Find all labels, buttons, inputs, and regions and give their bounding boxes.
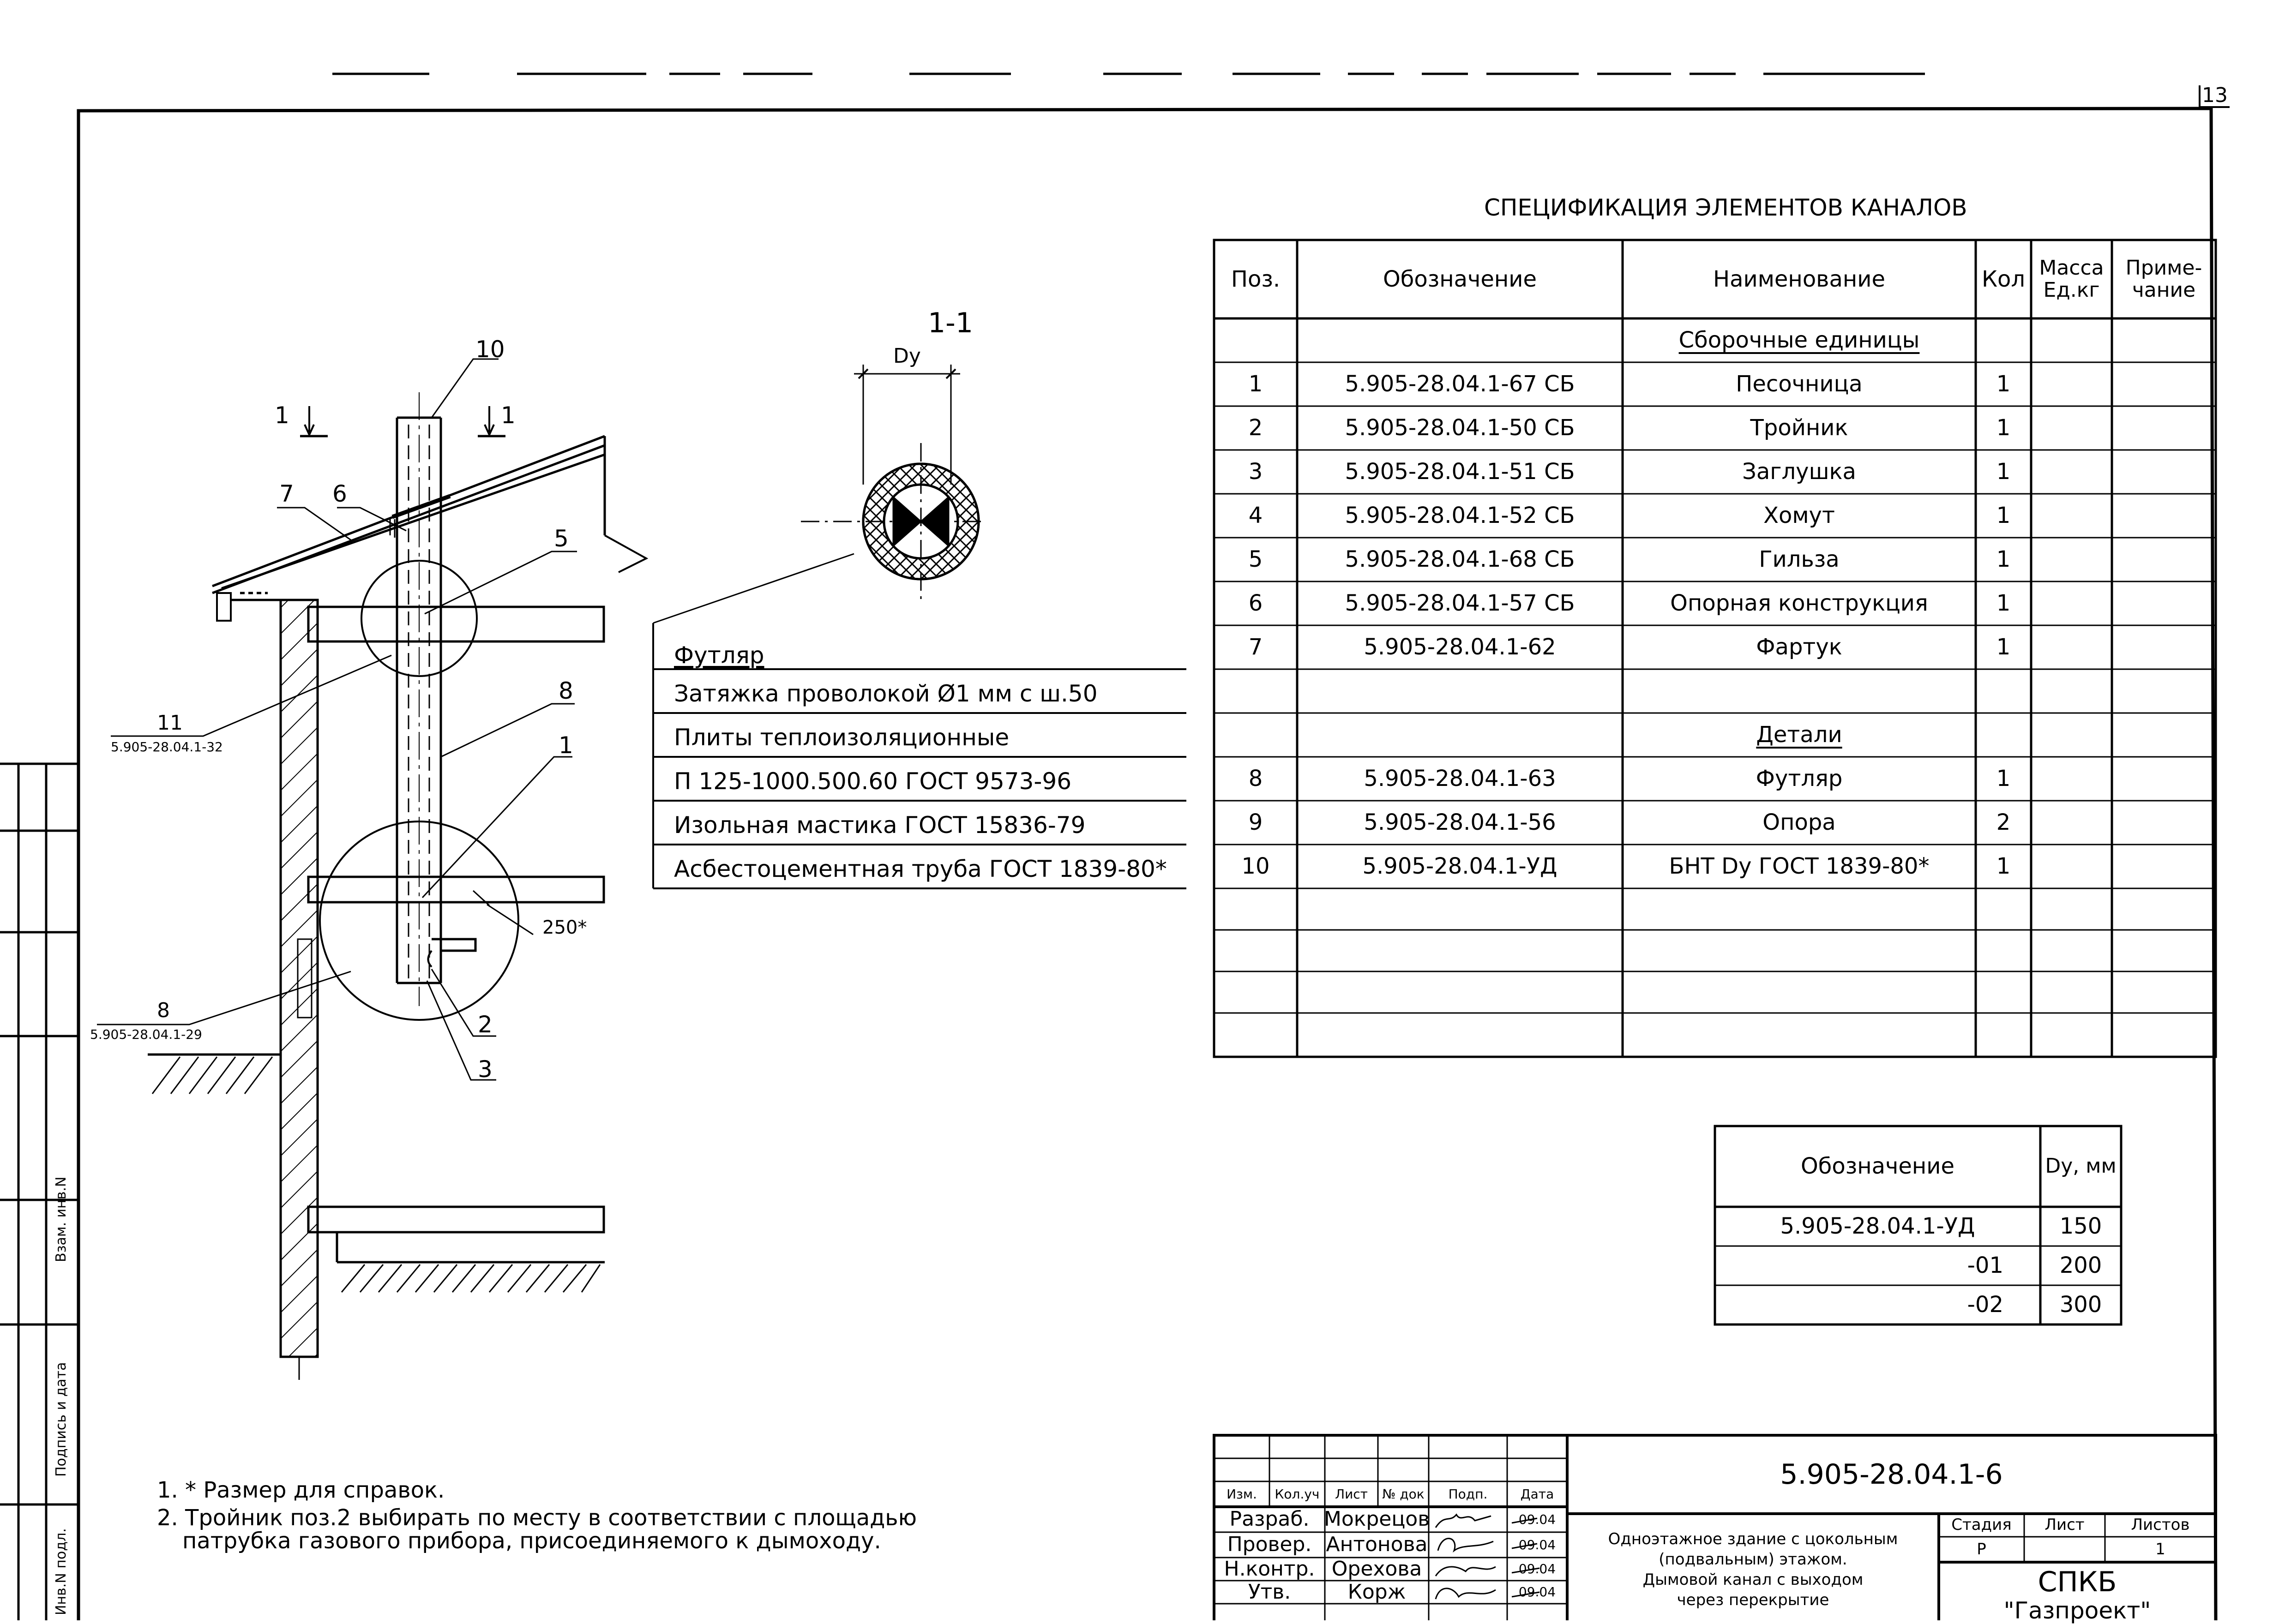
ref2-number: 8 xyxy=(157,999,170,1022)
spec-row-qty: 1 xyxy=(1996,459,2011,485)
spec-row-pos: 6 xyxy=(1248,590,1263,617)
tb-role: Н.контр. xyxy=(1224,1557,1315,1581)
spec-row-qty: 1 xyxy=(1996,853,2011,880)
tb-org-line1: СПКБ xyxy=(2038,1566,2117,1598)
spec-row-qty: 1 xyxy=(1996,371,2011,397)
spec-row-name: БНТ Dy ГОСТ 1839-80* xyxy=(1669,853,1930,880)
note-2: 2. Тройник поз.2 выбирать по месту в соответствии с площадью xyxy=(157,1505,917,1531)
spec-header-qty: Кол xyxy=(1981,266,2026,292)
tb-role: Утв. xyxy=(1248,1580,1291,1604)
tb-sheet-label: Лист xyxy=(2044,1516,2085,1534)
spec-header-note: Приме- чание xyxy=(2125,256,2202,302)
tb-stage-label: Стадия xyxy=(1951,1516,2012,1534)
layer-item: Асбестоцементная труба ГОСТ 1839-80* xyxy=(674,856,1167,882)
callout-3: 3 xyxy=(478,1056,493,1083)
dy-row-value: 200 xyxy=(2059,1252,2102,1279)
dy-row-designation: -02 xyxy=(1967,1292,2003,1318)
tb-role: Провер. xyxy=(1227,1533,1312,1557)
spec-row-name: Песочница xyxy=(1736,371,1863,397)
spec-header-name: Наименование xyxy=(1713,266,1885,292)
section-1-1-drawing xyxy=(653,365,986,623)
dy-row-designation: -01 xyxy=(1967,1252,2003,1279)
note-1: 1. * Размер для справок. xyxy=(157,1477,445,1503)
dy-row-designation: 5.905-28.04.1-УД xyxy=(1780,1213,1975,1240)
spec-row-name: Хомут xyxy=(1763,503,1835,529)
spec-row-designation: 5.905-28.04.1-63 xyxy=(1364,766,1556,792)
section-label: 1-1 xyxy=(928,307,973,339)
spec-row-qty: 1 xyxy=(1996,546,2011,573)
spec-row-qty: 1 xyxy=(1996,503,2011,529)
spec-row-pos: 3 xyxy=(1248,459,1263,485)
section-dim-label: Dy xyxy=(893,344,921,368)
spec-row-name: Фартук xyxy=(1756,634,1842,660)
tb-col-qty: Кол.уч xyxy=(1275,1486,1320,1502)
spec-row-designation: 5.905-28.04.1-68 СБ xyxy=(1345,546,1575,573)
tb-col-rev: Изм. xyxy=(1227,1486,1257,1502)
spec-row-pos: 1 xyxy=(1248,371,1263,397)
callout-6: 6 xyxy=(332,480,347,507)
spec-row-designation: 5.905-28.04.1-52 СБ xyxy=(1345,503,1575,529)
tb-stage-value: Р xyxy=(1977,1540,1986,1558)
ref1-number: 11 xyxy=(157,711,183,735)
building-section xyxy=(97,359,646,1380)
tb-date: 09.04 xyxy=(1518,1511,1556,1527)
tb-title-line: Одноэтажное здание с цокольным xyxy=(1608,1530,1898,1548)
layer-item: Затяжка проволокой Ø1 мм с ш.50 xyxy=(674,680,1098,707)
callout-7: 7 xyxy=(279,480,294,507)
spec-row-designation: 5.905-28.04.1-67 СБ xyxy=(1345,371,1575,397)
spec-row-qty: 1 xyxy=(1996,634,2011,660)
spec-row-pos: 9 xyxy=(1248,809,1263,836)
spec-row-pos: 7 xyxy=(1248,634,1263,660)
spec-row-designation: 5.905-28.04.1-УД xyxy=(1362,853,1557,880)
tb-sheets-value: 1 xyxy=(2155,1540,2165,1558)
callout-2: 2 xyxy=(478,1011,493,1038)
spec-row-pos: 4 xyxy=(1248,503,1263,529)
tb-person: Орехова xyxy=(1331,1557,1422,1581)
tb-person: Антонова xyxy=(1326,1533,1428,1557)
callout-10: 10 xyxy=(475,336,505,363)
tb-col-sign: Подп. xyxy=(1448,1486,1488,1502)
page-number: 13 xyxy=(2202,84,2228,107)
spec-row-qty: 1 xyxy=(1996,590,2011,617)
dy-row-value: 150 xyxy=(2059,1213,2102,1240)
tb-col-sheet: Лист xyxy=(1335,1486,1368,1502)
spec-row-qty: 1 xyxy=(1996,766,2011,792)
layer-item: Изольная мастика ГОСТ 15836-79 xyxy=(674,812,1086,839)
layer-item: П 125-1000.500.60 ГОСТ 9573-96 xyxy=(674,768,1072,795)
spec-row-pos: 5 xyxy=(1248,546,1263,573)
tb-person: Корж xyxy=(1347,1580,1406,1604)
tb-sheets-label: Листов xyxy=(2131,1516,2190,1534)
callout-8: 8 xyxy=(559,677,573,704)
dy-row-value: 300 xyxy=(2059,1292,2102,1318)
dimension-250: 250* xyxy=(542,917,587,938)
ref1-document: 5.905-28.04.1-32 xyxy=(111,739,223,755)
spec-row-name: Опорная конструкция xyxy=(1670,590,1928,617)
tb-role: Разраб. xyxy=(1229,1507,1310,1531)
callout-1: 1 xyxy=(559,732,573,759)
cut-mark-right: 1 xyxy=(501,402,516,429)
spec-row-pos: 2 xyxy=(1248,415,1263,441)
tb-title-line: (подвальным) этажом. xyxy=(1659,1550,1847,1569)
spec-section-parts: Детали xyxy=(1756,722,1842,748)
spec-row-qty: 2 xyxy=(1996,809,2011,836)
tb-date: 09.04 xyxy=(1518,1537,1556,1552)
doc-number: 5.905-28.04.1-6 xyxy=(1780,1458,2003,1491)
tb-date: 09.04 xyxy=(1518,1584,1556,1600)
tb-col-date: Дата xyxy=(1520,1486,1554,1502)
spec-header-pos: Поз. xyxy=(1231,266,1281,292)
side-stamp-inventory: Инв.N подл. xyxy=(53,1528,69,1615)
dy-header-designation: Обозначение xyxy=(1800,1153,1955,1180)
side-stamp-replace: Взам. инв.N xyxy=(53,1176,69,1262)
tb-title-line: через перекрытие xyxy=(1677,1591,1829,1609)
tb-person: Мокрецов xyxy=(1323,1507,1430,1531)
spec-row-designation: 5.905-28.04.1-51 СБ xyxy=(1345,459,1575,485)
spec-row-name: Тройник xyxy=(1750,415,1848,441)
spec-row-pos: 10 xyxy=(1241,853,1270,880)
tb-sheet-value xyxy=(2024,1537,2105,1562)
dy-header-dy: Dy, мм xyxy=(2045,1154,2117,1178)
spec-title: СПЕЦИФИКАЦИЯ ЭЛЕМЕНТОВ КАНАЛОВ xyxy=(1484,194,1967,221)
tb-date: 09.04 xyxy=(1518,1561,1556,1577)
tb-title-line: Дымовой канал с выходом xyxy=(1642,1570,1864,1589)
spec-row-designation: 5.905-28.04.1-62 xyxy=(1364,634,1556,660)
spec-row-name: Опора xyxy=(1762,809,1836,836)
spec-row-designation: 5.905-28.04.1-56 xyxy=(1364,809,1556,836)
spec-section-assemblies: Сборочные единицы xyxy=(1678,327,1920,354)
spec-row-designation: 5.905-28.04.1-57 СБ xyxy=(1345,590,1575,617)
layer-leader-title: Футляр xyxy=(674,642,764,669)
layer-item: Плиты теплоизоляционные xyxy=(674,724,1010,751)
spec-row-name: Заглушка xyxy=(1742,459,1856,485)
tb-org-line2: "Газпроект" xyxy=(2003,1597,2151,1624)
spec-header-mass: Масса Ед.кг xyxy=(2039,256,2104,302)
spec-row-name: Футляр xyxy=(1756,766,1843,792)
spec-row-name: Гильза xyxy=(1759,546,1840,573)
spec-row-qty: 1 xyxy=(1996,415,2011,441)
spec-row-designation: 5.905-28.04.1-50 СБ xyxy=(1345,415,1575,441)
cut-mark-left: 1 xyxy=(275,402,289,429)
callout-5: 5 xyxy=(554,525,569,552)
side-stamp-signature: Подпись и дата xyxy=(53,1362,69,1477)
note-2-cont: патрубка газового прибора, присоединяемого к дымоходу. xyxy=(182,1528,881,1554)
spec-header-designation: Обозначение xyxy=(1383,266,1537,292)
tb-col-docno: № док xyxy=(1382,1486,1425,1502)
spec-row-pos: 8 xyxy=(1248,766,1263,792)
ref2-document: 5.905-28.04.1-29 xyxy=(90,1027,202,1042)
